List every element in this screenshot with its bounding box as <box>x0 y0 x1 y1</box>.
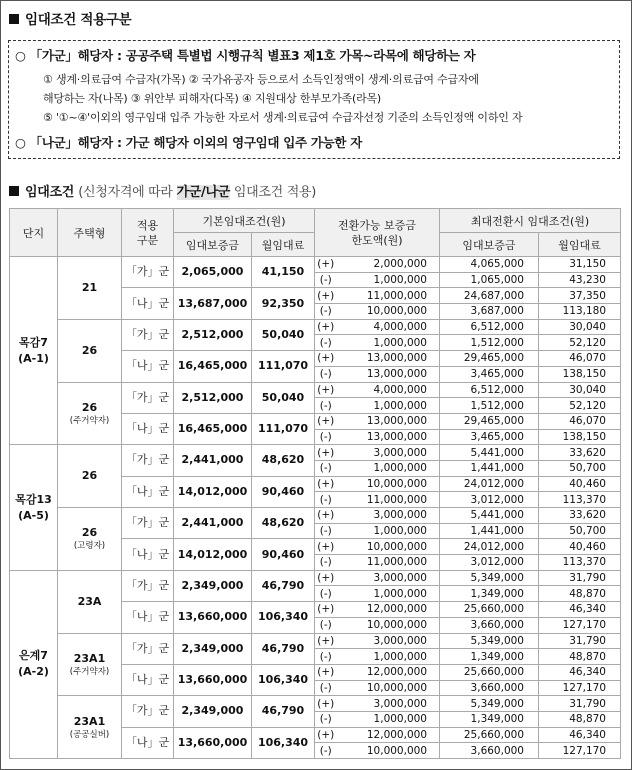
cell-max-rent: 113,180 <box>539 304 621 320</box>
table-row <box>10 633 621 649</box>
housing-type-label: 21 <box>81 280 98 294</box>
table-row <box>10 696 621 712</box>
cell-max-rent: 46,070 <box>539 351 621 367</box>
cell-max-rent: 46,340 <box>539 602 621 618</box>
cell-deposit: 13,660,000 <box>174 664 252 695</box>
cell-rent: 106,340 <box>252 664 315 695</box>
cell-danji <box>10 570 58 758</box>
cell-convertible-amount: 4,000,000 <box>337 319 440 335</box>
cell-max-rent: 31,790 <box>539 633 621 649</box>
cell-apply-group: 「가」군 <box>122 382 174 413</box>
cell-deposit: 13,687,000 <box>174 288 252 319</box>
cell-max-rent: 40,460 <box>539 476 621 492</box>
housing-type-note: (공공실버) <box>69 729 110 740</box>
cell-rent: 92,350 <box>252 288 315 319</box>
cell-convertible-amount: 13,000,000 <box>337 351 440 367</box>
cell-apply-group: 「나」군 <box>122 539 174 570</box>
cell-max-deposit: 3,660,000 <box>440 617 539 633</box>
cell-conversion-sign: (+) <box>315 664 337 680</box>
subtitle-text: 임대조건 적용) <box>230 185 317 200</box>
cell-deposit: 2,441,000 <box>174 445 252 476</box>
cell-max-rent: 46,340 <box>539 727 621 743</box>
cell-conversion-sign: (+) <box>315 570 337 586</box>
housing-type-label: 26 <box>81 343 98 357</box>
cell-deposit: 2,349,000 <box>174 633 252 664</box>
cell-max-rent: 52,120 <box>539 398 621 414</box>
cell-rent: 48,620 <box>252 445 315 476</box>
cell-conversion-sign: (+) <box>315 727 337 743</box>
cell-max-rent: 50,700 <box>539 460 621 476</box>
ga-item-line: ⑤ '①~④'이외의 영구임대 입주 가능한 자로서 생계·의료급여 수급자선정 기준의 소득인정액 이하인 자 <box>43 111 523 124</box>
cell-conversion-sign: (+) <box>315 257 337 273</box>
cell-convertible-amount: 3,000,000 <box>337 633 440 649</box>
cell-convertible-amount: 10,000,000 <box>337 476 440 492</box>
cell-conversion-sign: (-) <box>315 398 337 414</box>
danji-name: 목감7 (A-1) <box>18 335 49 365</box>
cell-convertible-amount: 11,000,000 <box>337 492 440 508</box>
cell-conversion-sign: (+) <box>315 288 337 304</box>
cell-max-rent: 52,120 <box>539 335 621 351</box>
cell-conversion-sign: (-) <box>315 460 337 476</box>
cell-conversion-sign: (+) <box>315 602 337 618</box>
cell-housing-type <box>58 570 122 633</box>
cell-apply-group: 「가」군 <box>122 508 174 539</box>
header-housing-type: 주택형 <box>58 209 122 257</box>
danji-name: 은계7 (A-2) <box>18 649 49 679</box>
cell-convertible-amount: 10,000,000 <box>337 617 440 633</box>
cell-housing-type <box>58 319 122 382</box>
cell-max-rent: 30,040 <box>539 382 621 398</box>
rental-conditions-table <box>9 208 621 759</box>
cell-convertible-amount: 3,000,000 <box>337 696 440 712</box>
bullet-square-icon <box>9 14 19 24</box>
table-row <box>10 257 621 273</box>
cell-max-rent: 30,040 <box>539 319 621 335</box>
cell-apply-group: 「나」군 <box>122 413 174 444</box>
cell-rent: 106,340 <box>252 602 315 633</box>
cell-rent: 111,070 <box>252 413 315 444</box>
cell-rent: 50,040 <box>252 319 315 350</box>
cell-convertible-amount: 4,000,000 <box>337 382 440 398</box>
section-title-apply-category <box>9 8 131 28</box>
header-max-conversion: 최대전환시 임대조건(원) <box>440 209 621 233</box>
cell-max-deposit: 1,441,000 <box>440 460 539 476</box>
cell-conversion-sign: (-) <box>315 335 337 351</box>
cell-max-deposit: 3,660,000 <box>440 680 539 696</box>
cell-conversion-sign: (+) <box>315 539 337 555</box>
cell-conversion-sign: (+) <box>315 319 337 335</box>
cell-housing-type <box>58 257 122 320</box>
cell-convertible-amount: 13,000,000 <box>337 413 440 429</box>
table-body <box>10 257 621 759</box>
cell-apply-group: 「가」군 <box>122 445 174 476</box>
cell-max-deposit: 3,012,000 <box>440 492 539 508</box>
cell-max-rent: 46,340 <box>539 664 621 680</box>
ga-item-line: ① 생계·의료급여 수급자(가목) ② 국가유공자 등으로서 소득인정액이 생계·의료급여 수급자에 <box>43 73 479 86</box>
cell-max-deposit: 25,660,000 <box>440 602 539 618</box>
cell-convertible-amount: 1,000,000 <box>337 398 440 414</box>
cell-max-rent: 138,150 <box>539 366 621 382</box>
table-row <box>10 382 621 398</box>
cell-rent: 111,070 <box>252 351 315 382</box>
cell-rent: 106,340 <box>252 727 315 758</box>
category-definition-box <box>8 40 620 159</box>
header-base-conditions: 기본임대조건(원) <box>174 209 315 233</box>
cell-max-deposit: 3,465,000 <box>440 429 539 445</box>
cell-rent: 41,150 <box>252 257 315 288</box>
cell-convertible-amount: 3,000,000 <box>337 445 440 461</box>
cell-max-rent: 127,170 <box>539 680 621 696</box>
cell-deposit: 2,512,000 <box>174 319 252 350</box>
cell-max-deposit: 1,349,000 <box>440 586 539 602</box>
cell-max-rent: 127,170 <box>539 743 621 759</box>
cell-max-rent: 48,870 <box>539 649 621 665</box>
cell-max-rent: 48,870 <box>539 711 621 727</box>
cell-convertible-amount: 11,000,000 <box>337 555 440 571</box>
cell-max-deposit: 1,349,000 <box>440 649 539 665</box>
cell-max-rent: 138,150 <box>539 429 621 445</box>
bullet-square-icon <box>9 186 19 196</box>
cell-max-rent: 46,070 <box>539 413 621 429</box>
cell-deposit: 2,349,000 <box>174 570 252 601</box>
cell-max-rent: 127,170 <box>539 617 621 633</box>
cell-conversion-sign: (-) <box>315 617 337 633</box>
header-max-rent: 월임대료 <box>539 233 621 257</box>
cell-housing-type <box>58 382 122 445</box>
cell-deposit: 13,660,000 <box>174 602 252 633</box>
cell-convertible-amount: 10,000,000 <box>337 304 440 320</box>
cell-apply-group: 「가」군 <box>122 257 174 288</box>
cell-max-deposit: 24,687,000 <box>440 288 539 304</box>
housing-type-note: (주거약자) <box>69 666 110 677</box>
ga-group-definition: ○ 「가군」해당자 : 공공주택 특별법 시행규칙 별표3 제1호 가목~라목에 해당하는 자 <box>15 48 476 63</box>
cell-max-rent: 48,870 <box>539 586 621 602</box>
cell-conversion-sign: (-) <box>315 586 337 602</box>
cell-max-deposit: 1,349,000 <box>440 711 539 727</box>
cell-conversion-sign: (-) <box>315 492 337 508</box>
cell-convertible-amount: 1,000,000 <box>337 272 440 288</box>
table-row <box>10 319 621 335</box>
cell-max-rent: 33,620 <box>539 508 621 524</box>
cell-apply-group: 「나」군 <box>122 288 174 319</box>
housing-type-label: 26 <box>81 400 98 414</box>
cell-max-rent: 113,370 <box>539 555 621 571</box>
cell-deposit: 2,065,000 <box>174 257 252 288</box>
cell-max-rent: 50,700 <box>539 523 621 539</box>
cell-conversion-sign: (-) <box>315 366 337 382</box>
cell-max-deposit: 6,512,000 <box>440 382 539 398</box>
cell-deposit: 14,012,000 <box>174 539 252 570</box>
subtitle-highlight: 가군/나군 <box>176 185 231 200</box>
cell-deposit: 2,441,000 <box>174 508 252 539</box>
cell-max-deposit: 3,012,000 <box>440 555 539 571</box>
cell-conversion-sign: (-) <box>315 680 337 696</box>
cell-housing-type <box>58 696 122 759</box>
cell-rent: 46,790 <box>252 696 315 727</box>
cell-convertible-amount: 13,000,000 <box>337 366 440 382</box>
danji-name: 목감13 (A-5) <box>15 492 52 522</box>
cell-max-deposit: 5,441,000 <box>440 445 539 461</box>
cell-max-deposit: 5,349,000 <box>440 696 539 712</box>
cell-max-deposit: 5,349,000 <box>440 633 539 649</box>
cell-conversion-sign: (+) <box>315 633 337 649</box>
header-max-deposit: 임대보증금 <box>440 233 539 257</box>
housing-type-label: 26 <box>81 469 98 483</box>
cell-deposit: 16,465,000 <box>174 351 252 382</box>
ga-item-line: 해당하는 자(나목) ③ 위안부 피해자(다목) ④ 지원대상 한부모가족(라목) <box>43 92 382 105</box>
table-row <box>10 445 621 461</box>
housing-type-label: 23A1 <box>73 651 106 665</box>
cell-conversion-sign: (+) <box>315 351 337 367</box>
header-convertible-limit: 전환가능 보증금 한도액(원) <box>315 209 440 257</box>
cell-rent: 90,460 <box>252 539 315 570</box>
cell-max-deposit: 3,687,000 <box>440 304 539 320</box>
cell-max-rent: 33,620 <box>539 445 621 461</box>
cell-deposit: 14,012,000 <box>174 476 252 507</box>
header-deposit: 임대보증금 <box>174 233 252 257</box>
cell-conversion-sign: (-) <box>315 649 337 665</box>
cell-convertible-amount: 12,000,000 <box>337 664 440 680</box>
section-title-text: 임대조건 적용구분 <box>25 12 132 28</box>
cell-max-deposit: 3,660,000 <box>440 743 539 759</box>
cell-max-deposit: 3,465,000 <box>440 366 539 382</box>
cell-apply-group: 「가」군 <box>122 319 174 350</box>
cell-max-rent: 37,350 <box>539 288 621 304</box>
cell-max-deposit: 5,349,000 <box>440 570 539 586</box>
cell-housing-type <box>58 445 122 508</box>
cell-max-deposit: 4,065,000 <box>440 257 539 273</box>
cell-max-deposit: 1,512,000 <box>440 398 539 414</box>
section-title-text: 임대조건 <box>25 185 75 200</box>
housing-type-note: (주거약자) <box>69 415 110 426</box>
header-apply-group: 적용 구분 <box>122 209 174 257</box>
cell-housing-type <box>58 633 122 696</box>
subtitle-text: (신청자격에 따라 <box>78 185 177 200</box>
cell-max-deposit: 5,441,000 <box>440 508 539 524</box>
cell-max-deposit: 1,512,000 <box>440 335 539 351</box>
cell-convertible-amount: 12,000,000 <box>337 727 440 743</box>
cell-rent: 50,040 <box>252 382 315 413</box>
cell-conversion-sign: (+) <box>315 445 337 461</box>
cell-apply-group: 「나」군 <box>122 727 174 758</box>
cell-conversion-sign: (-) <box>315 743 337 759</box>
cell-apply-group: 「나」군 <box>122 664 174 695</box>
cell-max-rent: 40,460 <box>539 539 621 555</box>
cell-max-deposit: 29,465,000 <box>440 413 539 429</box>
cell-danji <box>10 445 58 571</box>
housing-type-note: (고령자) <box>73 541 106 552</box>
cell-deposit: 2,512,000 <box>174 382 252 413</box>
housing-type-label: 23A1 <box>73 714 106 728</box>
cell-convertible-amount: 3,000,000 <box>337 570 440 586</box>
table-row <box>10 508 621 524</box>
cell-conversion-sign: (-) <box>315 272 337 288</box>
housing-type-label: 23A <box>77 594 102 608</box>
cell-max-rent: 43,230 <box>539 272 621 288</box>
cell-max-deposit: 1,065,000 <box>440 272 539 288</box>
header-rent: 월임대료 <box>252 233 315 257</box>
cell-convertible-amount: 2,000,000 <box>337 257 440 273</box>
cell-max-deposit: 1,441,000 <box>440 523 539 539</box>
cell-deposit: 2,349,000 <box>174 696 252 727</box>
cell-conversion-sign: (+) <box>315 696 337 712</box>
cell-convertible-amount: 1,000,000 <box>337 649 440 665</box>
cell-deposit: 16,465,000 <box>174 413 252 444</box>
cell-max-rent: 31,150 <box>539 257 621 273</box>
cell-deposit: 13,660,000 <box>174 727 252 758</box>
cell-rent: 90,460 <box>252 476 315 507</box>
cell-apply-group: 「가」군 <box>122 570 174 601</box>
cell-conversion-sign: (-) <box>315 523 337 539</box>
cell-apply-group: 「가」군 <box>122 633 174 664</box>
cell-convertible-amount: 10,000,000 <box>337 680 440 696</box>
cell-convertible-amount: 10,000,000 <box>337 539 440 555</box>
cell-danji <box>10 257 58 445</box>
cell-max-deposit: 29,465,000 <box>440 351 539 367</box>
cell-convertible-amount: 3,000,000 <box>337 508 440 524</box>
cell-rent: 46,790 <box>252 570 315 601</box>
cell-max-deposit: 24,012,000 <box>440 476 539 492</box>
cell-max-rent: 113,370 <box>539 492 621 508</box>
cell-convertible-amount: 11,000,000 <box>337 288 440 304</box>
cell-convertible-amount: 1,000,000 <box>337 335 440 351</box>
cell-housing-type <box>58 508 122 571</box>
table-row <box>10 570 621 586</box>
cell-max-deposit: 25,660,000 <box>440 727 539 743</box>
cell-convertible-amount: 1,000,000 <box>337 586 440 602</box>
cell-conversion-sign: (+) <box>315 476 337 492</box>
cell-convertible-amount: 13,000,000 <box>337 429 440 445</box>
cell-rent: 46,790 <box>252 633 315 664</box>
cell-convertible-amount: 1,000,000 <box>337 711 440 727</box>
cell-conversion-sign: (+) <box>315 413 337 429</box>
cell-convertible-amount: 10,000,000 <box>337 743 440 759</box>
cell-apply-group: 「나」군 <box>122 351 174 382</box>
na-group-definition: ○ 「나군」해당자 : 가군 해당자 이외의 영구임대 입주 가능한 자 <box>15 135 362 150</box>
cell-convertible-amount: 1,000,000 <box>337 523 440 539</box>
cell-conversion-sign: (-) <box>315 711 337 727</box>
cell-max-deposit: 25,660,000 <box>440 664 539 680</box>
cell-conversion-sign: (-) <box>315 429 337 445</box>
section-subtitle <box>78 185 316 200</box>
header-danji: 단지 <box>10 209 58 257</box>
cell-apply-group: 「나」군 <box>122 476 174 507</box>
cell-max-deposit: 6,512,000 <box>440 319 539 335</box>
cell-max-rent: 31,790 <box>539 696 621 712</box>
cell-max-deposit: 24,012,000 <box>440 539 539 555</box>
cell-convertible-amount: 12,000,000 <box>337 602 440 618</box>
cell-conversion-sign: (+) <box>315 382 337 398</box>
housing-type-label: 26 <box>81 526 98 540</box>
cell-rent: 48,620 <box>252 508 315 539</box>
cell-convertible-amount: 1,000,000 <box>337 460 440 476</box>
cell-apply-group: 「가」군 <box>122 696 174 727</box>
cell-conversion-sign: (-) <box>315 304 337 320</box>
cell-conversion-sign: (-) <box>315 555 337 571</box>
cell-conversion-sign: (+) <box>315 508 337 524</box>
cell-apply-group: 「나」군 <box>122 602 174 633</box>
cell-max-rent: 31,790 <box>539 570 621 586</box>
section-title-rental-conditions <box>9 181 316 200</box>
